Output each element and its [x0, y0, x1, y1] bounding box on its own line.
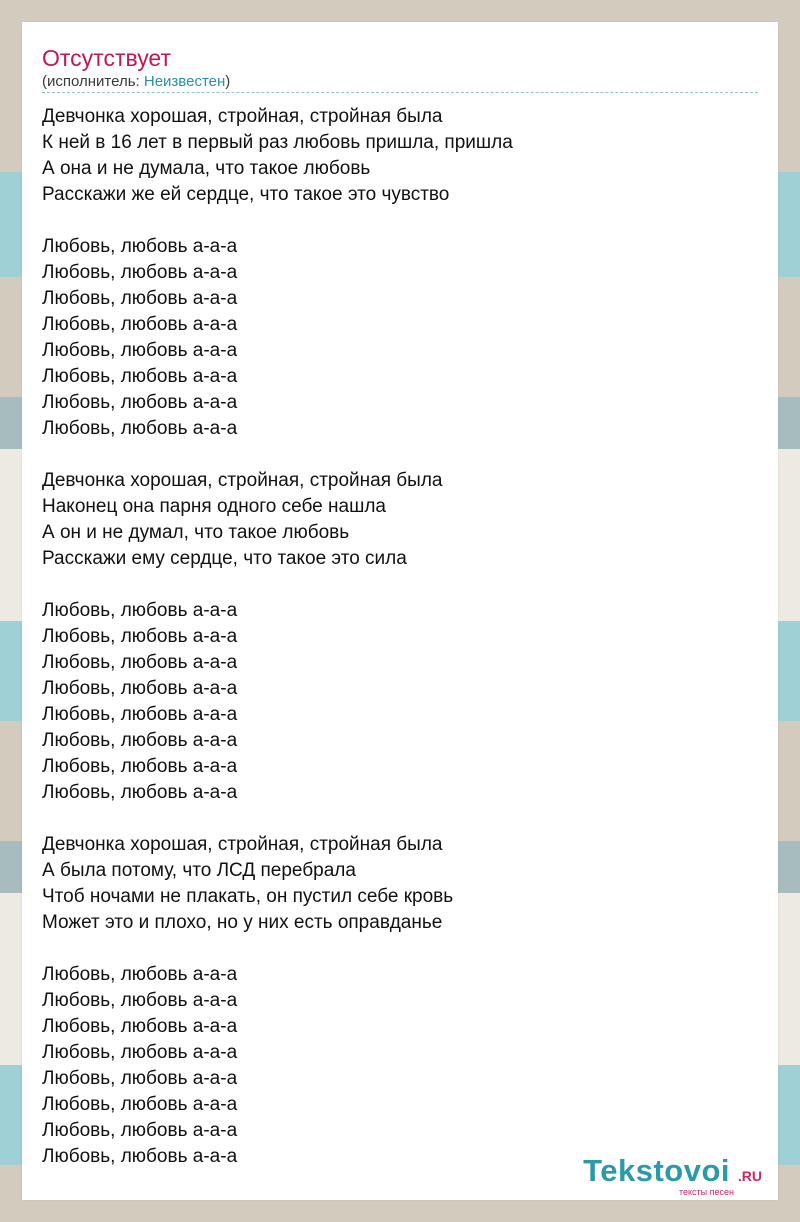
lyric-line: Любовь, любовь а-а-а	[42, 340, 238, 361]
logo-domain: .RU	[737, 1168, 762, 1184]
lyric-line: Любовь, любовь а-а-а	[42, 1146, 238, 1167]
lyric-line: Любовь, любовь а-а-а	[42, 366, 238, 387]
lyric-line: Любовь, любовь а-а-а	[42, 626, 238, 647]
lyric-line: Любовь, любовь а-а-а	[42, 418, 238, 439]
lyric-line: А он и не думал, что такое любовь	[42, 522, 350, 543]
lyrics-stanza	[42, 234, 758, 442]
lyrics-stanza	[42, 598, 758, 806]
performer-link[interactable]: Неизвестен	[143, 73, 226, 90]
lyric-line: Любовь, любовь а-а-а	[42, 262, 238, 283]
lyric-line: А была потому, что ЛСД перебрала	[42, 860, 356, 881]
lyric-line: Любовь, любовь а-а-а	[42, 1068, 238, 1089]
lyrics-stanza	[42, 104, 758, 208]
lyric-line: Любовь, любовь а-а-а	[42, 392, 238, 413]
lyric-line: К ней в 16 лет в первый раз любовь пришла, пришла	[42, 132, 513, 153]
lyric-line: Любовь, любовь а-а-а	[42, 756, 238, 777]
lyric-line: Наконец она парня одного себе нашла	[42, 496, 386, 517]
lyric-line: Любовь, любовь а-а-а	[42, 1120, 238, 1141]
lyric-line: Может это и плохо, но у них есть оправданье	[42, 912, 443, 933]
logo-wordmark: Tekstovoi	[583, 1153, 730, 1188]
site-logo[interactable]	[560, 1154, 770, 1196]
lyric-line: Любовь, любовь а-а-а	[42, 964, 238, 985]
lyric-line: Девчонка хорошая, стройная, стройная была	[42, 470, 443, 491]
lyric-line: Любовь, любовь а-а-а	[42, 990, 238, 1011]
lyric-line: Любовь, любовь а-а-а	[42, 288, 238, 309]
lyric-line: Любовь, любовь а-а-а	[42, 1016, 238, 1037]
song-title: Отсутствует	[42, 45, 171, 71]
lyrics-stanza	[42, 962, 758, 1170]
lyric-line: Девчонка хорошая, стройная, стройная была	[42, 106, 443, 127]
lyrics-card	[22, 22, 778, 1200]
lyric-line: Любовь, любовь а-а-а	[42, 730, 238, 751]
lyric-line: Любовь, любовь а-а-а	[42, 1094, 238, 1115]
lyric-line: Любовь, любовь а-а-а	[42, 678, 238, 699]
lyric-line: Расскажи ему сердце, что такое это сила	[42, 548, 407, 569]
lyric-line: Любовь, любовь а-а-а	[42, 704, 238, 725]
lyric-line: Любовь, любовь а-а-а	[42, 652, 238, 673]
title-divider	[42, 92, 758, 93]
performer-suffix: )	[225, 73, 231, 90]
performer-line	[42, 73, 230, 91]
lyrics-body	[42, 104, 758, 1196]
lyric-line: Девчонка хорошая, стройная, стройная была	[42, 834, 443, 855]
lyric-line: А она и не думала, что такое любовь	[42, 158, 371, 179]
performer-prefix: (исполнитель:	[42, 73, 144, 90]
lyric-line: Расскажи же ей сердце, что такое это чувство	[42, 184, 450, 205]
lyric-line: Любовь, любовь а-а-а	[42, 782, 238, 803]
lyric-line: Чтоб ночами не плакать, он пустил себе кровь	[42, 886, 454, 907]
logo-tagline: тексты песен	[678, 1187, 734, 1197]
lyric-line: Любовь, любовь а-а-а	[42, 1042, 238, 1063]
lyrics-stanza	[42, 832, 758, 936]
lyrics-stanza	[42, 468, 758, 572]
lyric-line: Любовь, любовь а-а-а	[42, 314, 238, 335]
lyric-line: Любовь, любовь а-а-а	[42, 236, 238, 257]
lyric-line: Любовь, любовь а-а-а	[42, 600, 238, 621]
